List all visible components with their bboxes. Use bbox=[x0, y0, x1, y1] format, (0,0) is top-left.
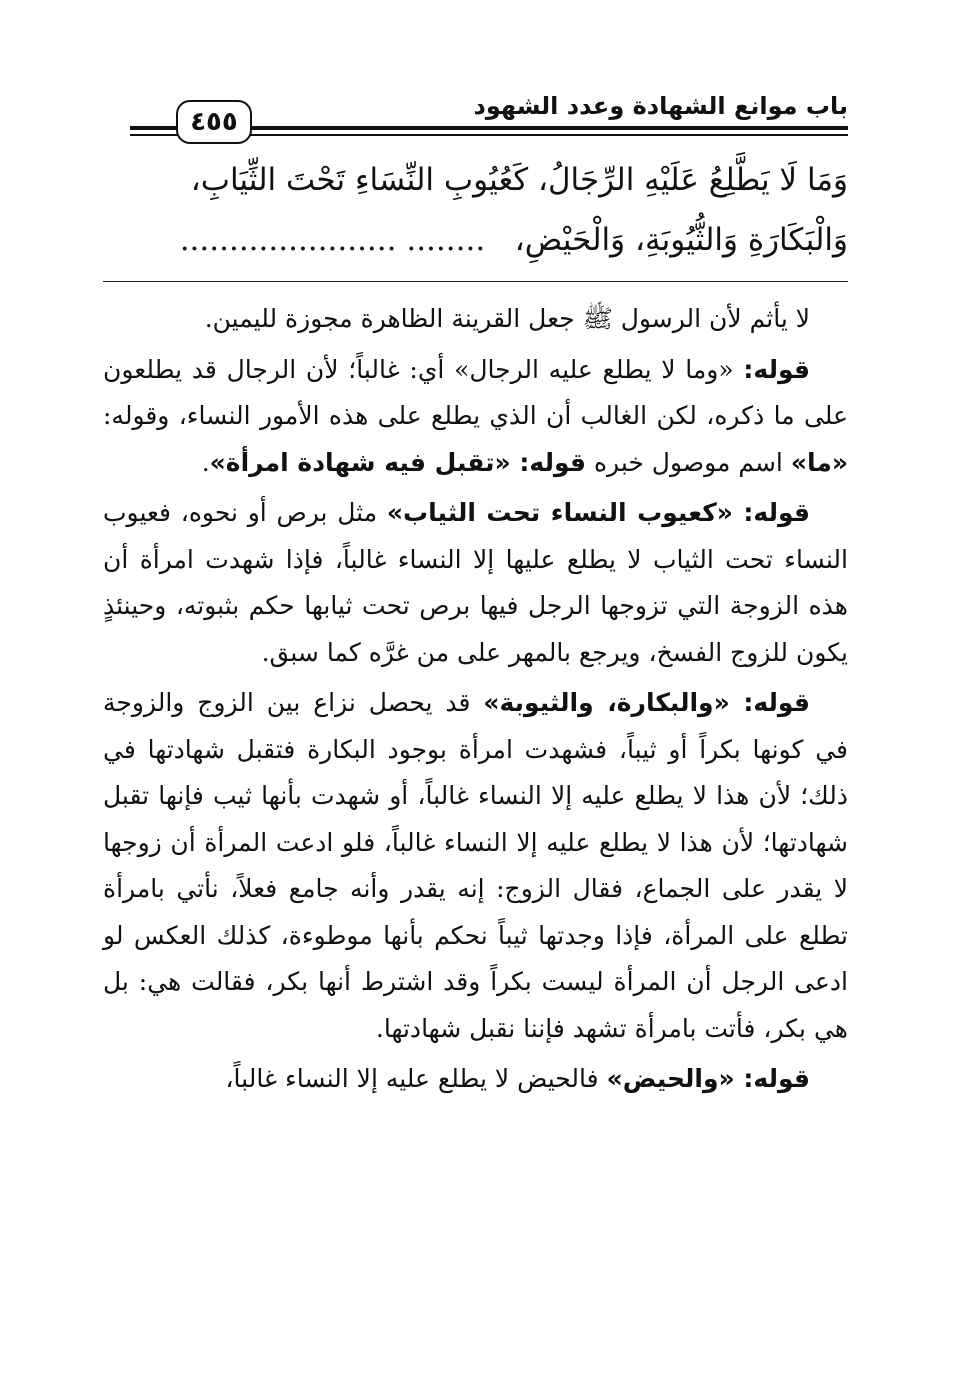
qawluhu-label: قوله: bbox=[519, 447, 586, 477]
qawluhu-label: قوله: bbox=[743, 1064, 810, 1093]
paragraph-3 bbox=[103, 490, 848, 676]
matn-divider bbox=[103, 281, 848, 282]
commentary bbox=[103, 296, 848, 1107]
text: قد يحصل نزاع بين الزوج والزوجة في كونها بكراً أو ثيباً، فشهدت امرأة بوجود البكارة فتقبل شهادتها في ذلك؛ لأن هذا لا يطلع عليه إلا النساء غالباً، أو شهدت بأنها ثيب فإنها تقبل شهادتها؛ لأن هذا لا يطلع عليه إلا النساء غالباً، فلو ادعت المرأة أن زوجها لا يقدر على الجماع، فقال الزوج: إنه يقدر وأنه جامع فعلاً، نأتي بامرأة تطلع على المرأة، فإذا وجدتها ثيباً نحكم بأنها موطوءة، كذلك العكس لو ادعى الرجل أن المرأة ليست بكراً وقد اشترط أنها بكر، فقالت هي: بل هي بكر، فأتت بامرأة تشهد فإننا نقبل شهادتها. bbox=[103, 688, 848, 1043]
paragraph-1: لا يأثم لأن الرسول ﷺ جعل القرينة الظاهرة مجوزة لليمين. bbox=[204, 304, 810, 333]
matn-line-1: وَمَا لَا يَطَّلِعُ عَلَيْهِ الرِّجَالُ، كَعُيُوبِ النِّسَاءِ تَحْتَ الثِّيَابِ، bbox=[190, 162, 848, 198]
text: . bbox=[201, 447, 210, 477]
quote: «تقبل فيه شهادة امرأة» bbox=[209, 447, 520, 477]
quote: «وما لا يطلع عليه الرجال» bbox=[454, 354, 734, 384]
qawluhu-label: قوله: bbox=[743, 688, 810, 717]
text: فالحيض لا يطلع عليه إلا النساء غالباً، bbox=[225, 1064, 607, 1093]
quote: «والبكارة، والثيوبة» bbox=[483, 688, 744, 717]
page-header bbox=[130, 86, 848, 146]
qawluhu-label: قوله: bbox=[743, 354, 810, 384]
text: أي: غالباً؛ لأن الرجال قد يطلعون على ما ذكره، لكن الغالب أن الذي يطلع على هذه الأمور النساء، وقوله: bbox=[103, 354, 848, 430]
quote: «والحيض» bbox=[606, 1064, 744, 1093]
quote: «ما» bbox=[790, 447, 848, 477]
matn-dots: ........ ...................... bbox=[179, 222, 486, 258]
qawluhu-label: قوله: bbox=[743, 498, 811, 527]
quote: «كعيوب النساء تحت الثياب» bbox=[386, 498, 744, 527]
paragraph-4 bbox=[103, 680, 848, 1052]
text: اسم موصول خبره bbox=[586, 447, 791, 477]
page-number: ٤٥٥ bbox=[176, 100, 252, 144]
matn-line-2 bbox=[103, 210, 848, 270]
matn-text bbox=[103, 150, 848, 270]
chapter-title: باب موانع الشهادة وعدد الشهود bbox=[473, 92, 848, 120]
paragraph-5 bbox=[103, 1056, 848, 1103]
paragraph-2 bbox=[103, 347, 848, 487]
text: مثل برص أو نحوه، فعيوب النساء تحت الثياب لا يطلع عليها إلا النساء غالباً، فإذا شهدت امرأة أن هذه الزوجة التي تزوجها الرجل فيها برص تحت ثيابها حكم بثبوته، وحينئذٍ يكون للزوج الفسخ، ويرجع بالمهر على من غرَّه كما سبق. bbox=[103, 498, 848, 667]
matn-line-2-text: وَالْبَكَارَةِ وَالثُّيُوبَةِ، وَالْحَيْضِ، bbox=[514, 222, 848, 258]
